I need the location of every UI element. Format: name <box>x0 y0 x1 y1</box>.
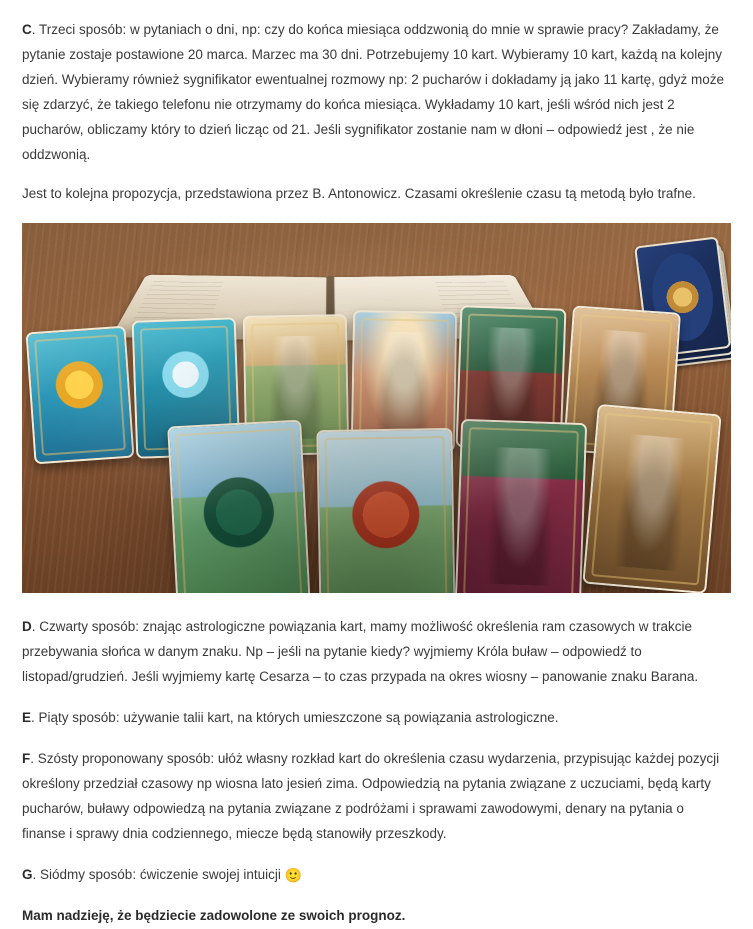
paragraph-antonowicz <box>22 182 731 207</box>
paragraph-d <box>22 615 731 690</box>
paragraph-c <box>22 18 731 168</box>
paragraph-d-lead: D <box>22 618 32 634</box>
paragraph-g-text: . Siódmy sposób: ćwiczenie swojej intuicji <box>32 866 285 882</box>
paragraph-f-text: . Szósty proponowany sposób: ułóż własny rozkład kart do określenia czasu wydarzenia, przypisując każdej pozycji określony przedział czasowy np wiosna lato jesień zima. Odpowiedzią na pytania związane z uczuciami, będą karty pucharów, buławy odpowiedzą na pytania związane z podróżami i sprawami zawodowymi, denary na pytania o finanse i sprawy dnia codziennego, miecze będą stanowiły przeszkody. <box>22 750 720 841</box>
paragraph-e-text: . Piąty sposób: używanie talii kart, na których umieszczone są powiązania astrologiczne. <box>31 709 559 725</box>
paragraph-c-lead: C <box>22 22 32 37</box>
closing-statement: Mam nadzieję, że będziecie zadowolone ze swoich prognoz. <box>22 908 406 924</box>
photo-vignette <box>22 223 731 593</box>
tarot-cards-spread-photo <box>22 223 731 593</box>
paragraph-f <box>22 747 731 847</box>
paragraph-e-lead: E <box>22 709 32 725</box>
paragraph-g <box>22 863 731 889</box>
paragraph-c-text: . Trzeci sposób: w pytaniach o dni, np: czy do końca miesiąca oddzwonią do mnie w sprawie pracy? Zakładamy, że pytanie zostaje postawione 20 marca. Marzec ma 30 dni. Potrzebujemy 10 kart. Wybieramy 10 kart, każdą na kolejny dzień. Wybieramy również sygnifikator ewentualnej rozmowy np: 2 pucharów i dokładamy ją jako 11 kartę, gdyż może się zdarzyć, że takiego telefonu nie otrzymamy do końca miesiąca. Wykładamy 10 kart, jeśli wśród nich jest 2 pucharów, obliczamy który to dzień licząc od 21. Jeśli sygnifikator zostanie nam w dłoni – odpowiedź jest , że nie oddzwonią. <box>22 22 724 162</box>
paragraph-f-lead: F <box>22 750 31 766</box>
paragraph-g-lead: G <box>22 866 33 882</box>
paragraph-antonowicz-text: Jest to kolejna propozycja, przedstawiona przez B. Antonowicz. Czasami określenie czasu tą metodą było trafne. <box>22 185 696 201</box>
smiley-face-icon: 🙂 <box>284 866 303 883</box>
paragraph-e <box>22 706 731 731</box>
paragraph-d-text: . Czwarty sposób: znając astrologiczne powiązania kart, mamy możliwość określenia ram czasowych w trakcie przebywania słońca w danym znaku. Np – jeśli na pytanie kiedy? wyjmiemy Króla buław – odpowiedź to listopad/grudzień. Jeśli wyjmiemy kartę Cesarza – to czas przypada na okres wiosny – panowanie znaku Barana. <box>22 618 699 684</box>
